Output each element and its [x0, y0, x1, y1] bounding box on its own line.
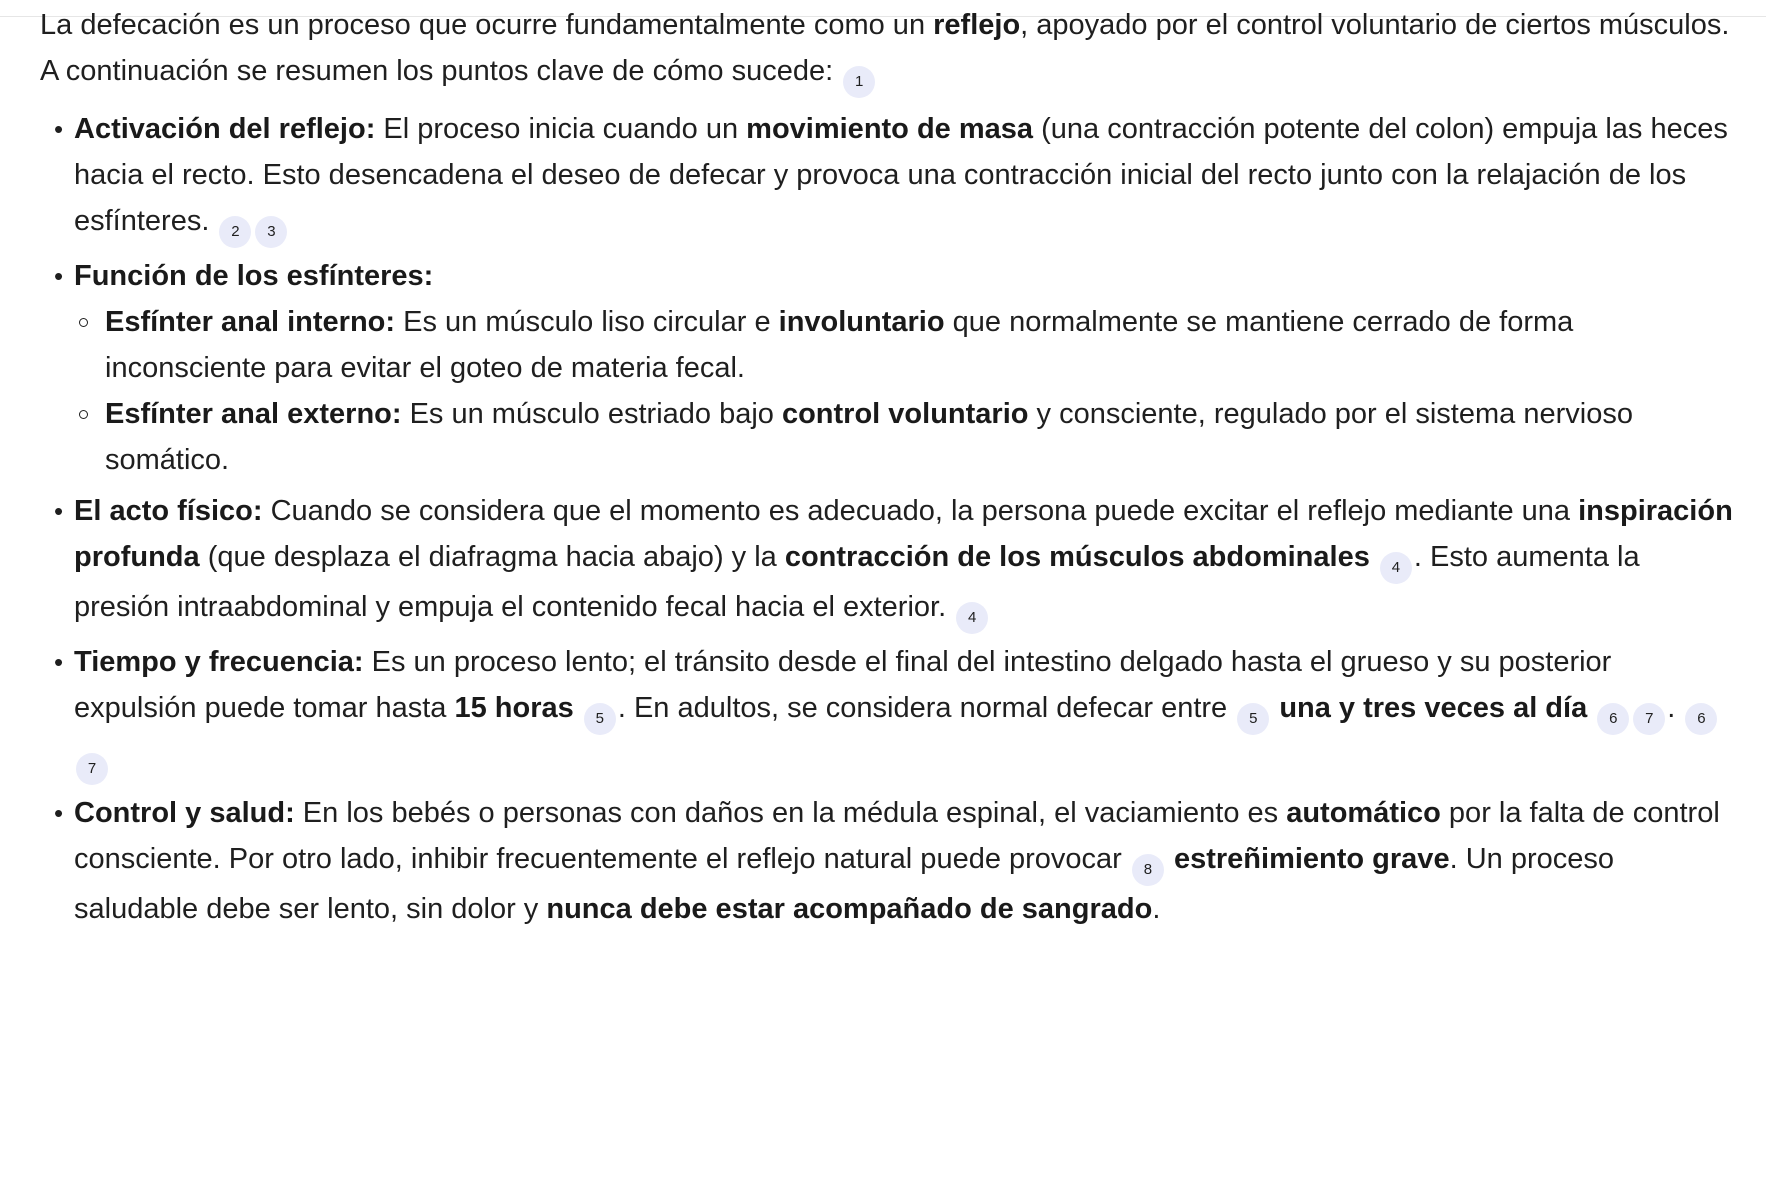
item-text: .	[1667, 692, 1676, 724]
item-text: El proceso inicia cuando un	[375, 113, 747, 145]
item-text: (una contracción potente del colon) empuja las heces hacia el recto. Esto desencadena el deseo de defecar y provoca una contracción inicial del recto junto con la relajación de los esfínteres.	[74, 113, 1728, 237]
response-content	[40, 0, 1740, 937]
subitem-bold: control voluntario	[781, 398, 1029, 430]
sphincter-sublist	[74, 299, 1740, 483]
subitem-title: Esfínter anal externo:	[105, 398, 402, 430]
list-item-acto-fisico	[40, 488, 1740, 634]
subitem-text: que normalmente se mantiene cerrado de forma inconsciente para evitar el goteo de materia fecal.	[105, 306, 1574, 384]
citation-chip[interactable]: 2	[219, 216, 251, 248]
list-item-control-salud	[40, 790, 1740, 932]
item-bold: inspiración profunda	[74, 495, 1733, 573]
item-bold: estreñimiento grave	[1173, 843, 1450, 875]
item-text: por la falta de control consciente. Por otro lado, inhibir frecuentemente el reflejo natural puede provocar	[74, 797, 1720, 875]
list-item-tiempo	[40, 639, 1740, 785]
citation-chip[interactable]: 4	[1380, 552, 1412, 584]
list-item-activacion	[40, 106, 1740, 248]
item-bold: 15 horas	[454, 692, 574, 724]
citation-chip[interactable]: 6	[1597, 703, 1629, 735]
item-text: . En adultos, se considera normal defecar entre	[617, 692, 1228, 724]
item-text: (que desplaza el diafragma hacia abajo) y la	[199, 541, 785, 573]
intro-text: La defecación es un proceso que ocurre fundamentalmente como un	[40, 9, 934, 41]
item-bold: movimiento de masa	[746, 113, 1034, 145]
citation-chip[interactable]: 7	[1633, 703, 1665, 735]
citation-chip[interactable]: 4	[956, 602, 988, 634]
item-text: En los bebés o personas con daños en la médula espinal, el vaciamiento es	[294, 797, 1287, 829]
citation-chip[interactable]: 5	[1237, 703, 1269, 735]
intro-bold-reflejo: reflejo	[933, 9, 1021, 41]
item-title: El acto físico:	[74, 495, 263, 527]
subitem-text: Es un músculo estriado bajo	[401, 398, 782, 430]
item-text: . Un proceso saludable debe ser lento, sin dolor y	[74, 843, 1614, 925]
citation-chip[interactable]: 8	[1132, 854, 1164, 886]
subitem-title: Esfínter anal interno:	[105, 306, 396, 338]
intro-text-cont: , apoyado por el control voluntario de ciertos músculos. A continuación se resumen los puntos clave de cómo sucede:	[40, 9, 1730, 87]
sublist-item-interno	[74, 299, 1740, 391]
item-title: Control y salud:	[74, 797, 295, 829]
citation-chip[interactable]: 6	[1685, 703, 1717, 735]
item-text: .	[1152, 893, 1161, 925]
sublist-item-externo	[74, 391, 1740, 483]
subitem-bold: involuntario	[778, 306, 945, 338]
item-bold: una y tres veces al día	[1279, 692, 1588, 724]
citation-chip[interactable]: 3	[255, 216, 287, 248]
citation-chip[interactable]: 1	[843, 66, 875, 98]
item-title: Activación del reflejo:	[74, 113, 376, 145]
key-points-list	[40, 106, 1740, 932]
citation-chip[interactable]: 5	[584, 703, 616, 735]
list-item-esfinteres	[40, 253, 1740, 483]
item-bold: nunca debe estar acompañado de sangrado	[546, 893, 1153, 925]
item-text: . Esto aumenta la presión intraabdominal y empuja el contenido fecal hacia el exterior.	[74, 541, 1640, 623]
subitem-text: Es un músculo liso circular e	[395, 306, 779, 338]
item-text: Es un proceso lento; el tránsito desde el final del intestino delgado hasta el grueso y su posterior expulsión puede tomar hasta	[74, 646, 1612, 724]
citation-chip[interactable]: 7	[76, 753, 108, 785]
item-bold: automático	[1286, 797, 1441, 829]
item-bold: contracción de los músculos abdominales	[784, 541, 1370, 573]
item-text: Cuando se considera que el momento es adecuado, la persona puede excitar el reflejo mediante una	[262, 495, 1579, 527]
subitem-text: y consciente, regulado por el sistema nervioso somático.	[105, 398, 1633, 476]
item-title: Tiempo y frecuencia:	[74, 646, 364, 678]
item-title: Función de los esfínteres:	[74, 260, 434, 292]
intro-paragraph	[40, 2, 1740, 98]
